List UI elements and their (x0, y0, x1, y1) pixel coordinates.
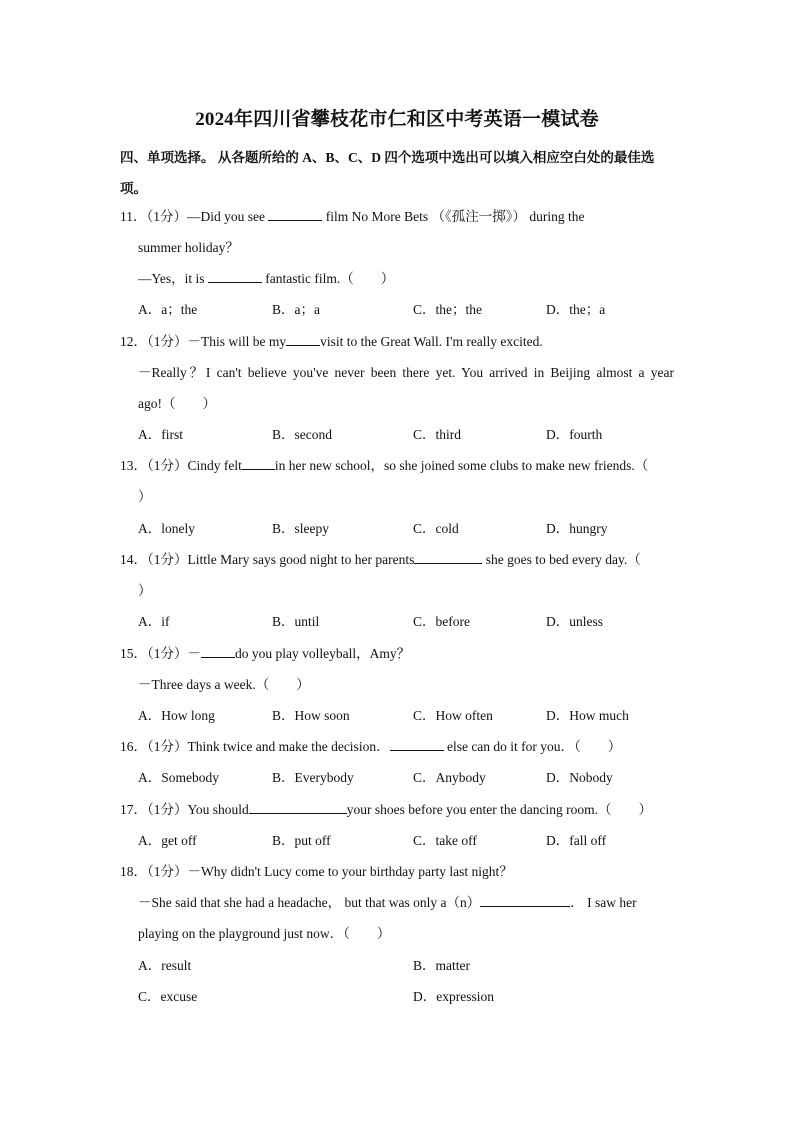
question-18 (120, 863, 513, 881)
option-d: D．Nobody (546, 770, 613, 785)
question-text: else can do it for you．（ ） (443, 739, 622, 754)
option-b: B．sleepy (272, 521, 329, 536)
question-text: she goes to bed every day.（ (482, 552, 641, 567)
option-d: D．expression (413, 989, 494, 1004)
question-text: ） (138, 583, 152, 598)
question-text: － (187, 646, 201, 661)
section-instruction-line1: 四、单项选择。 从各题所给的 A、B、C、D 四个选项中选出可以填入相应空白处的最佳选 (120, 150, 655, 165)
option-b: B．a；a (272, 302, 320, 317)
question-text: －Three days a week.（ ） (138, 677, 310, 692)
option-b: B．How soon (272, 708, 350, 723)
answer-blank (390, 738, 444, 751)
option-a: A．if (138, 614, 170, 629)
question-13 (120, 457, 648, 475)
answer-blank (242, 457, 275, 470)
option-b: B．until (272, 614, 320, 629)
question-text: ． I saw her (570, 895, 637, 910)
question-text: You should (187, 802, 249, 817)
question-text: －Really？I can't believe you've never been there yet. You arrived in Beijing almost a year (138, 365, 674, 380)
option-a: A．get off (138, 833, 197, 848)
question-text: visit to the Great Wall. I'm really excited. (320, 334, 543, 349)
question-12 (120, 333, 543, 351)
question-number: 17．（1分） (120, 802, 188, 817)
question-number: 14．（1分） (120, 552, 188, 567)
question-text: —Yes，it is (138, 271, 208, 286)
question-text: playing on the playground just now．（ ） (138, 926, 391, 941)
question-text: ago!（ ） (138, 396, 216, 411)
question-text: summer holiday？ (138, 240, 239, 255)
option-c: C．take off (413, 833, 477, 848)
question-text: —Did you see (187, 209, 269, 224)
option-d: D．unless (546, 614, 603, 629)
option-c: C．third (413, 427, 462, 442)
question-text: －She said that she had a headache， but that was only a（n） (138, 895, 481, 910)
answer-blank (286, 333, 320, 346)
question-text: Little Mary says good night to her parents (187, 552, 415, 567)
option-c: C．excuse (138, 989, 198, 1004)
option-b: B．Everybody (272, 770, 354, 785)
option-d: D．hungry (546, 521, 608, 536)
question-16 (120, 738, 621, 756)
option-c: C．the；the (413, 302, 482, 317)
question-14 (120, 551, 641, 569)
question-text: Cindy felt (187, 458, 242, 473)
question-text: －This will be my (187, 334, 287, 349)
option-c: C．Anybody (413, 770, 486, 785)
question-number: 11．（1分） (120, 209, 187, 224)
section-instruction-line2: 项。 (120, 181, 147, 196)
question-text: fantastic film.（ ） (261, 271, 395, 286)
question-text: in her new school，so she joined some clubs to make new friends.（ (274, 458, 649, 473)
option-d: D．How much (546, 708, 629, 723)
question-11 (120, 208, 584, 226)
option-b: B．second (272, 427, 332, 442)
question-text: film No More Bets （《孤注一掷》） during the (322, 209, 585, 224)
option-b: B．put off (272, 833, 331, 848)
answer-blank (480, 894, 570, 907)
answer-blank (268, 208, 322, 221)
question-text (138, 894, 637, 912)
answer-blank (201, 645, 235, 658)
question-text: －Why didn't Lucy come to your birthday party last night？ (187, 864, 513, 879)
option-a: A．Somebody (138, 770, 219, 785)
question-text: do you play volleyball，Amy？ (235, 646, 411, 661)
option-c: C．How often (413, 708, 493, 723)
option-c: C．before (413, 614, 470, 629)
answer-blank (249, 801, 347, 814)
answer-blank (414, 551, 482, 564)
option-d: D．fall off (546, 833, 607, 848)
option-b: B．matter (413, 958, 470, 973)
option-a: A．first (138, 427, 183, 442)
question-text: ） (138, 489, 152, 504)
question-number: 18．（1分） (120, 864, 188, 879)
option-c: C．cold (413, 521, 459, 536)
question-number: 16．（1分） (120, 739, 188, 754)
option-d: D．the；a (546, 302, 606, 317)
question-text (138, 270, 394, 288)
option-a: A．a；the (138, 302, 198, 317)
question-15 (120, 645, 410, 663)
question-text: Think twice and make the decision． (187, 739, 390, 754)
question-number: 12．（1分） (120, 334, 188, 349)
question-text: your shoes before you enter the dancing room.（ ） (346, 802, 652, 817)
question-number: 15．（1分） (120, 646, 188, 661)
answer-blank (208, 270, 262, 283)
page-title: 2024年四川省攀枝花市仁和区中考英语一模试卷 (195, 109, 599, 130)
question-number: 13．（1分） (120, 458, 188, 473)
option-a: A．lonely (138, 521, 195, 536)
option-a: A．result (138, 958, 192, 973)
question-17 (120, 801, 652, 819)
option-a: A．How long (138, 708, 215, 723)
option-d: D．fourth (546, 427, 603, 442)
